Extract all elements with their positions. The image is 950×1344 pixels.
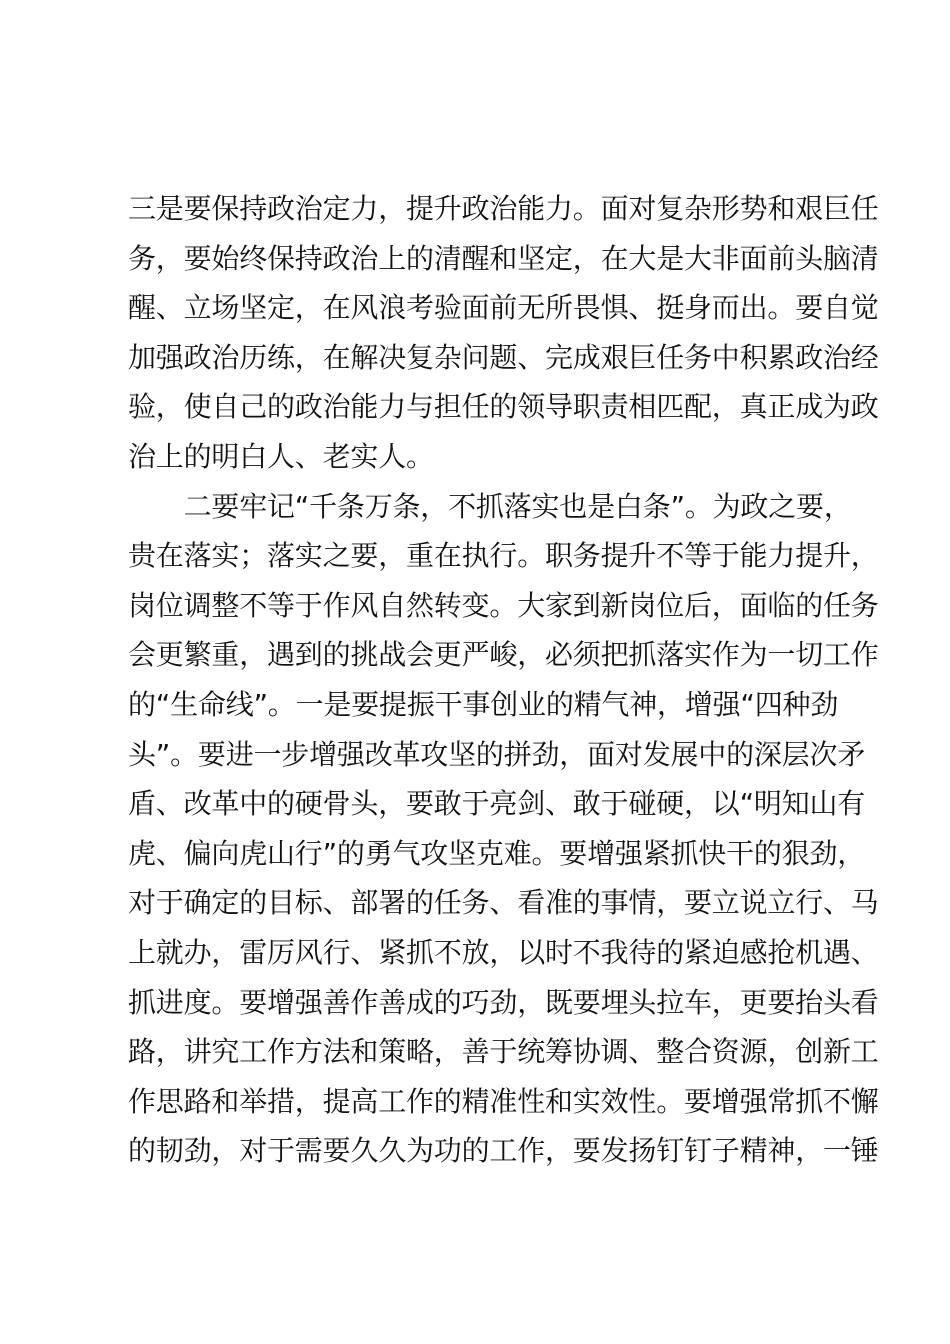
text-line: 作思路和举措，提高工作的精准性和实效性。要增强常抓不懈 (128, 1084, 879, 1118)
text-line: 虎、偏向虎山行”的勇气攻坚克难。要增强紧抓快干的狠劲， (128, 836, 866, 870)
text-line: 的韧劲，对于需要久久为功的工作，要发扬钉钉子精神，一锤 (128, 1134, 879, 1168)
text-line: 的“生命线”。一是要提振干事创业的精气神，增强“四种劲 (128, 687, 839, 721)
text-line: 头”。要进一步增强改革攻坚的拼劲，面对发展中的深层次矛 (128, 737, 866, 771)
text-line: 加强政治历练，在解决复杂问题、完成艰巨任务中积累政治经 (128, 340, 879, 374)
text-line: 岗位调整不等于作风自然转变。大家到新岗位后，面临的任务 (128, 588, 879, 622)
text-line: 上就办，雷厉风行、紧抓不放，以时不我待的紧迫感抢机遇、 (128, 935, 879, 969)
text-line: 会更繁重，遇到的挑战会更严峻，必须把抓落实作为一切工作 (128, 638, 879, 672)
text-line: 二要牢记“千条万条，不抓落实也是白条”。为政之要， (128, 489, 852, 523)
text-line: 务，要始终保持政治上的清醒和坚定，在大是大非面前头脑清 (128, 241, 879, 275)
text-line: 路，讲究工作方法和策略，善于统筹协调、整合资源，创新工 (128, 1035, 879, 1069)
text-line: 治上的明白人、老实人。 (128, 439, 434, 473)
body-text (128, 184, 879, 1176)
text-line: 对于确定的目标、部署的任务、看准的事情，要立说立行、马 (128, 886, 879, 920)
text-line: 验，使自己的政治能力与担任的领导职责相匹配，真正成为政 (128, 390, 879, 424)
text-line: 贵在落实；落实之要，重在执行。职务提升不等于能力提升， (128, 539, 879, 573)
text-line: 抓进度。要增强善作善成的巧劲，既要埋头拉车，更要抬头看 (128, 985, 879, 1019)
text-line: 醒、立场坚定，在风浪考验面前无所畏惧、挺身而出。要自觉 (128, 291, 879, 325)
text-line: 三是要保持政治定力，提升政治能力。面对复杂形势和艰巨任 (128, 192, 879, 225)
text-line: 盾、改革中的硬骨头，要敢于亮剑、敢于碰硬，以“明知山有 (128, 787, 866, 821)
